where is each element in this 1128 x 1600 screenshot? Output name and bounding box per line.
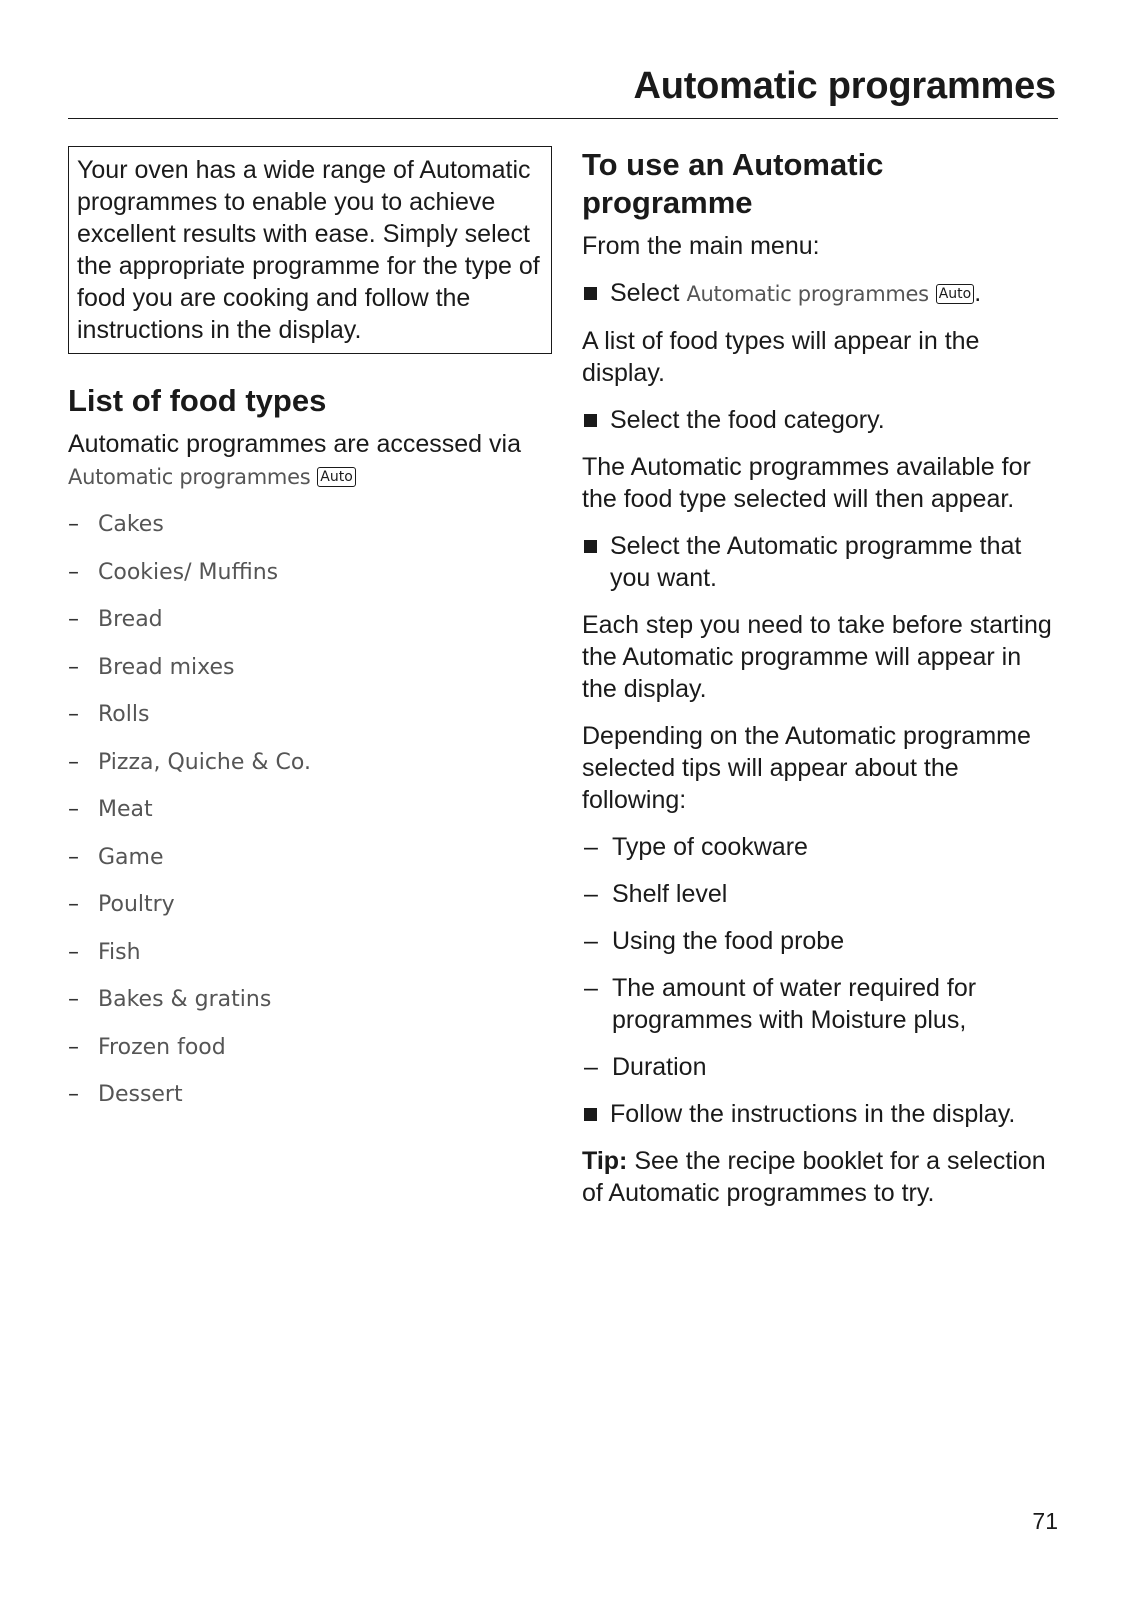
paragraph: Depending on the Automatic programme selected tips will appear about the following: (582, 722, 1031, 814)
tip-item-label: Shelf level (612, 880, 728, 908)
food-type-label: Cookies/ Muffins (98, 559, 279, 585)
intro-box: Your oven has a wide range of Automatic programmes to enable you to achieve excellent results with ease. Simply select the appropriate programme for the type of food you are cooking and follow the instructions in the display. (68, 146, 552, 354)
page-title: Automatic programmes (633, 65, 1056, 107)
dash-icon: – (68, 844, 79, 870)
tip-item-label: The amount of water required for programmes with Moisture plus, (612, 974, 977, 1034)
food-type-label: Game (98, 844, 164, 870)
list-item (68, 937, 552, 985)
food-type-label: Dessert (98, 1082, 183, 1107)
list-item (68, 984, 552, 1032)
list-item (68, 1079, 552, 1127)
dash-icon: – (68, 749, 79, 775)
food-type-label: Poultry (98, 892, 175, 917)
dash-icon: – (584, 1053, 598, 1081)
list-item (68, 747, 552, 795)
tip-item-label: Duration (612, 1053, 707, 1081)
food-type-label: Cakes (98, 512, 164, 537)
dash-icon: – (68, 987, 79, 1012)
list-item (582, 831, 1060, 863)
step-text: Select (610, 279, 680, 307)
food-type-label: Fish (98, 939, 141, 965)
step-select-category (582, 404, 1060, 436)
food-types-intro-text: Automatic programmes are accessed via (68, 430, 521, 458)
menu-name-text: Automatic programmes (686, 282, 929, 306)
page-number: 71 (1032, 1508, 1058, 1534)
food-types-intro (68, 428, 552, 493)
food-type-label: Frozen food (98, 1034, 226, 1060)
dash-icon: – (68, 939, 79, 965)
paragraph: A list of food types will appear in the display. (582, 327, 980, 387)
paragraph: The Automatic programmes available for the food type selected will then appear. (582, 453, 1031, 513)
paragraph: Each step you need to take before starting the Automatic programme will appear in the display. (582, 611, 1052, 703)
list-item (68, 652, 552, 700)
food-type-label: Pizza, Quiche & Co. (98, 749, 311, 775)
square-bullet-icon (584, 540, 597, 553)
menu-name-text: Automatic programmes (68, 465, 311, 489)
dash-icon: – (68, 1034, 79, 1060)
left-column (68, 146, 552, 1127)
dash-icon: – (584, 974, 598, 1002)
tip-label: Tip: (582, 1147, 628, 1175)
step-select-programme (582, 530, 1060, 594)
tip-item-label: Type of cookware (612, 833, 808, 861)
food-type-label: Bakes & gratins (98, 987, 272, 1012)
step-select-automatic (582, 277, 1060, 310)
list-item (68, 509, 552, 557)
square-bullet-icon (584, 414, 597, 427)
dash-icon: – (584, 833, 598, 861)
tip-paragraph (582, 1145, 1060, 1209)
list-item (582, 878, 1060, 910)
tips-list (582, 831, 1060, 1083)
page-header (68, 62, 1058, 119)
dash-icon: – (68, 512, 79, 537)
auto-key-icon: Auto (936, 284, 975, 304)
right-column (582, 146, 1060, 1209)
from-menu-text: From the main menu: (582, 232, 820, 260)
list-item (68, 557, 552, 605)
step-suffix: . (974, 279, 982, 307)
list-item (68, 604, 552, 652)
dash-icon: – (584, 880, 598, 908)
list-item (582, 1051, 1060, 1083)
step-follow-instructions (582, 1098, 1060, 1130)
food-type-label: Bread (98, 607, 163, 632)
dash-icon: – (584, 927, 598, 955)
food-type-label: Meat (98, 797, 153, 822)
tip-text: See the recipe booklet for a selection of Automatic programmes to try. (582, 1147, 1046, 1207)
food-types-list (68, 509, 552, 1127)
step-text: Follow the instructions in the display. (610, 1100, 1016, 1128)
dash-icon: – (68, 559, 79, 585)
list-item (582, 925, 1060, 957)
dash-icon: – (68, 892, 79, 917)
dash-icon: – (68, 797, 79, 822)
dash-icon: – (68, 607, 79, 632)
dash-icon: – (68, 1082, 79, 1107)
list-item (582, 972, 1060, 1036)
usage-heading: To use an Automatic programme (582, 147, 884, 220)
auto-key-icon: Auto (317, 467, 356, 487)
dash-icon: – (68, 654, 79, 680)
food-type-label: Rolls (98, 702, 150, 727)
list-item (68, 699, 552, 747)
list-item (68, 1032, 552, 1080)
list-item (68, 842, 552, 890)
list-item (68, 889, 552, 937)
dash-icon: – (68, 702, 79, 727)
tip-item-label: Using the food probe (612, 927, 845, 955)
step-text: Select the food category. (610, 406, 885, 434)
list-item (68, 794, 552, 842)
square-bullet-icon (584, 287, 597, 300)
square-bullet-icon (584, 1108, 597, 1121)
food-type-label: Bread mixes (98, 654, 235, 680)
step-text: Select the Automatic programme that you want. (610, 532, 1022, 592)
food-types-heading: List of food types (68, 383, 327, 418)
